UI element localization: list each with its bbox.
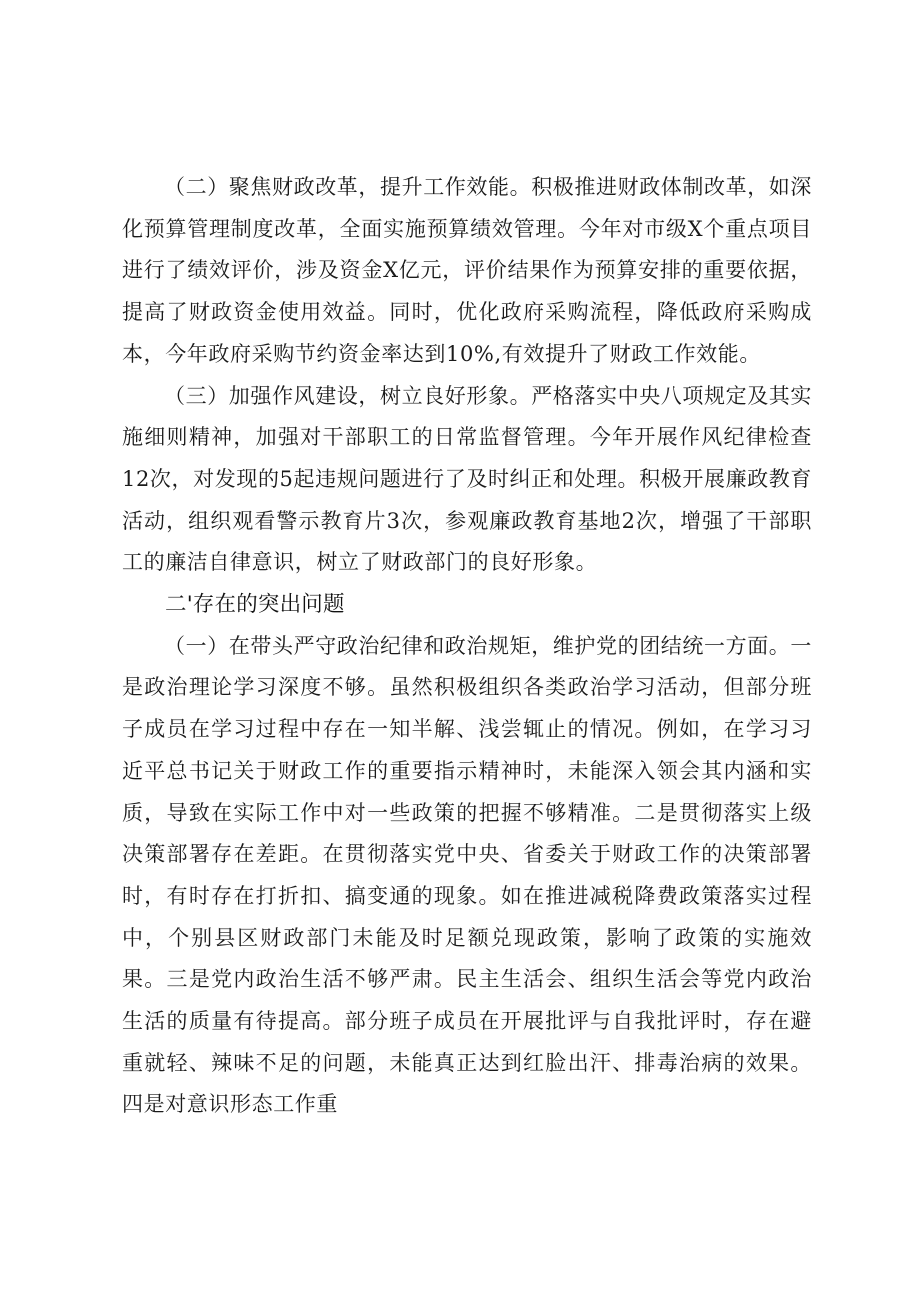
paragraph-political-discipline: （一）在带头严守政治纪律和政治规矩，维护党的团结统一方面。一是政治理论学习深度不够。虽然积极组织各类政治学习活动，但部分班子成员在学习过程中存在一知半解、浅尝辄止的情况。例如，在学习习近平总书记关于财政工作的重要指示精神时，未能深入领会其内涵和实质，导致在实际工作中对一些政策的把握不够精准。二是贯彻落实上级决策部署存在差距。在贯彻落实党中央、省委关于财政工作的决策部署时，有时存在打折扣、搞变通的现象。如在推进减税降费政策落实过程中，个别县区财政部门未能及时足额兑现政策，影响了政策的实施效果。三是党内政治生活不够严肃。民主生活会、组织生活会等党内政治生活的质量有待提高。部分班子成员在开展批评与自我批评时，存在避重就轻、辣味不足的问题，未能真正达到红脸出汗、排毒治病的效果。四是对意识形态工作重 [122,633,812,1117]
paragraph-finance-reform: （二）聚焦财政改革，提升工作效能。积极推进财政体制改革，如深化预算管理制度改革，全面实施预算绩效管理。今年对市级X个重点项目进行了绩效评价，涉及资金X亿元，评价结果作为预算安排的重要依据，提高了财政资金使用效益。同时，优化政府采购流程，降低政府采购成本，今年政府采购节约资金率达到10%,有效提升了财政工作效能。 [122,175,812,366]
section-heading-outstanding-problems: 二'存在的突出问题 [165,592,345,618]
paragraph-work-style: （三）加强作风建设，树立良好形象。严格落实中央八项规定及其实施细则精神，加强对干部职工的日常监督管理。今年开展作风纪律检查12次，对发现的5起违规问题进行了及时纠正和处理。积极开展廉政教育活动，组织观看警示教育片3次，参观廉政教育基地2次，增强了干部职工的廉洁自律意识，树立了财政部门的良好形象。 [122,383,812,575]
document-body [122,167,812,1126]
